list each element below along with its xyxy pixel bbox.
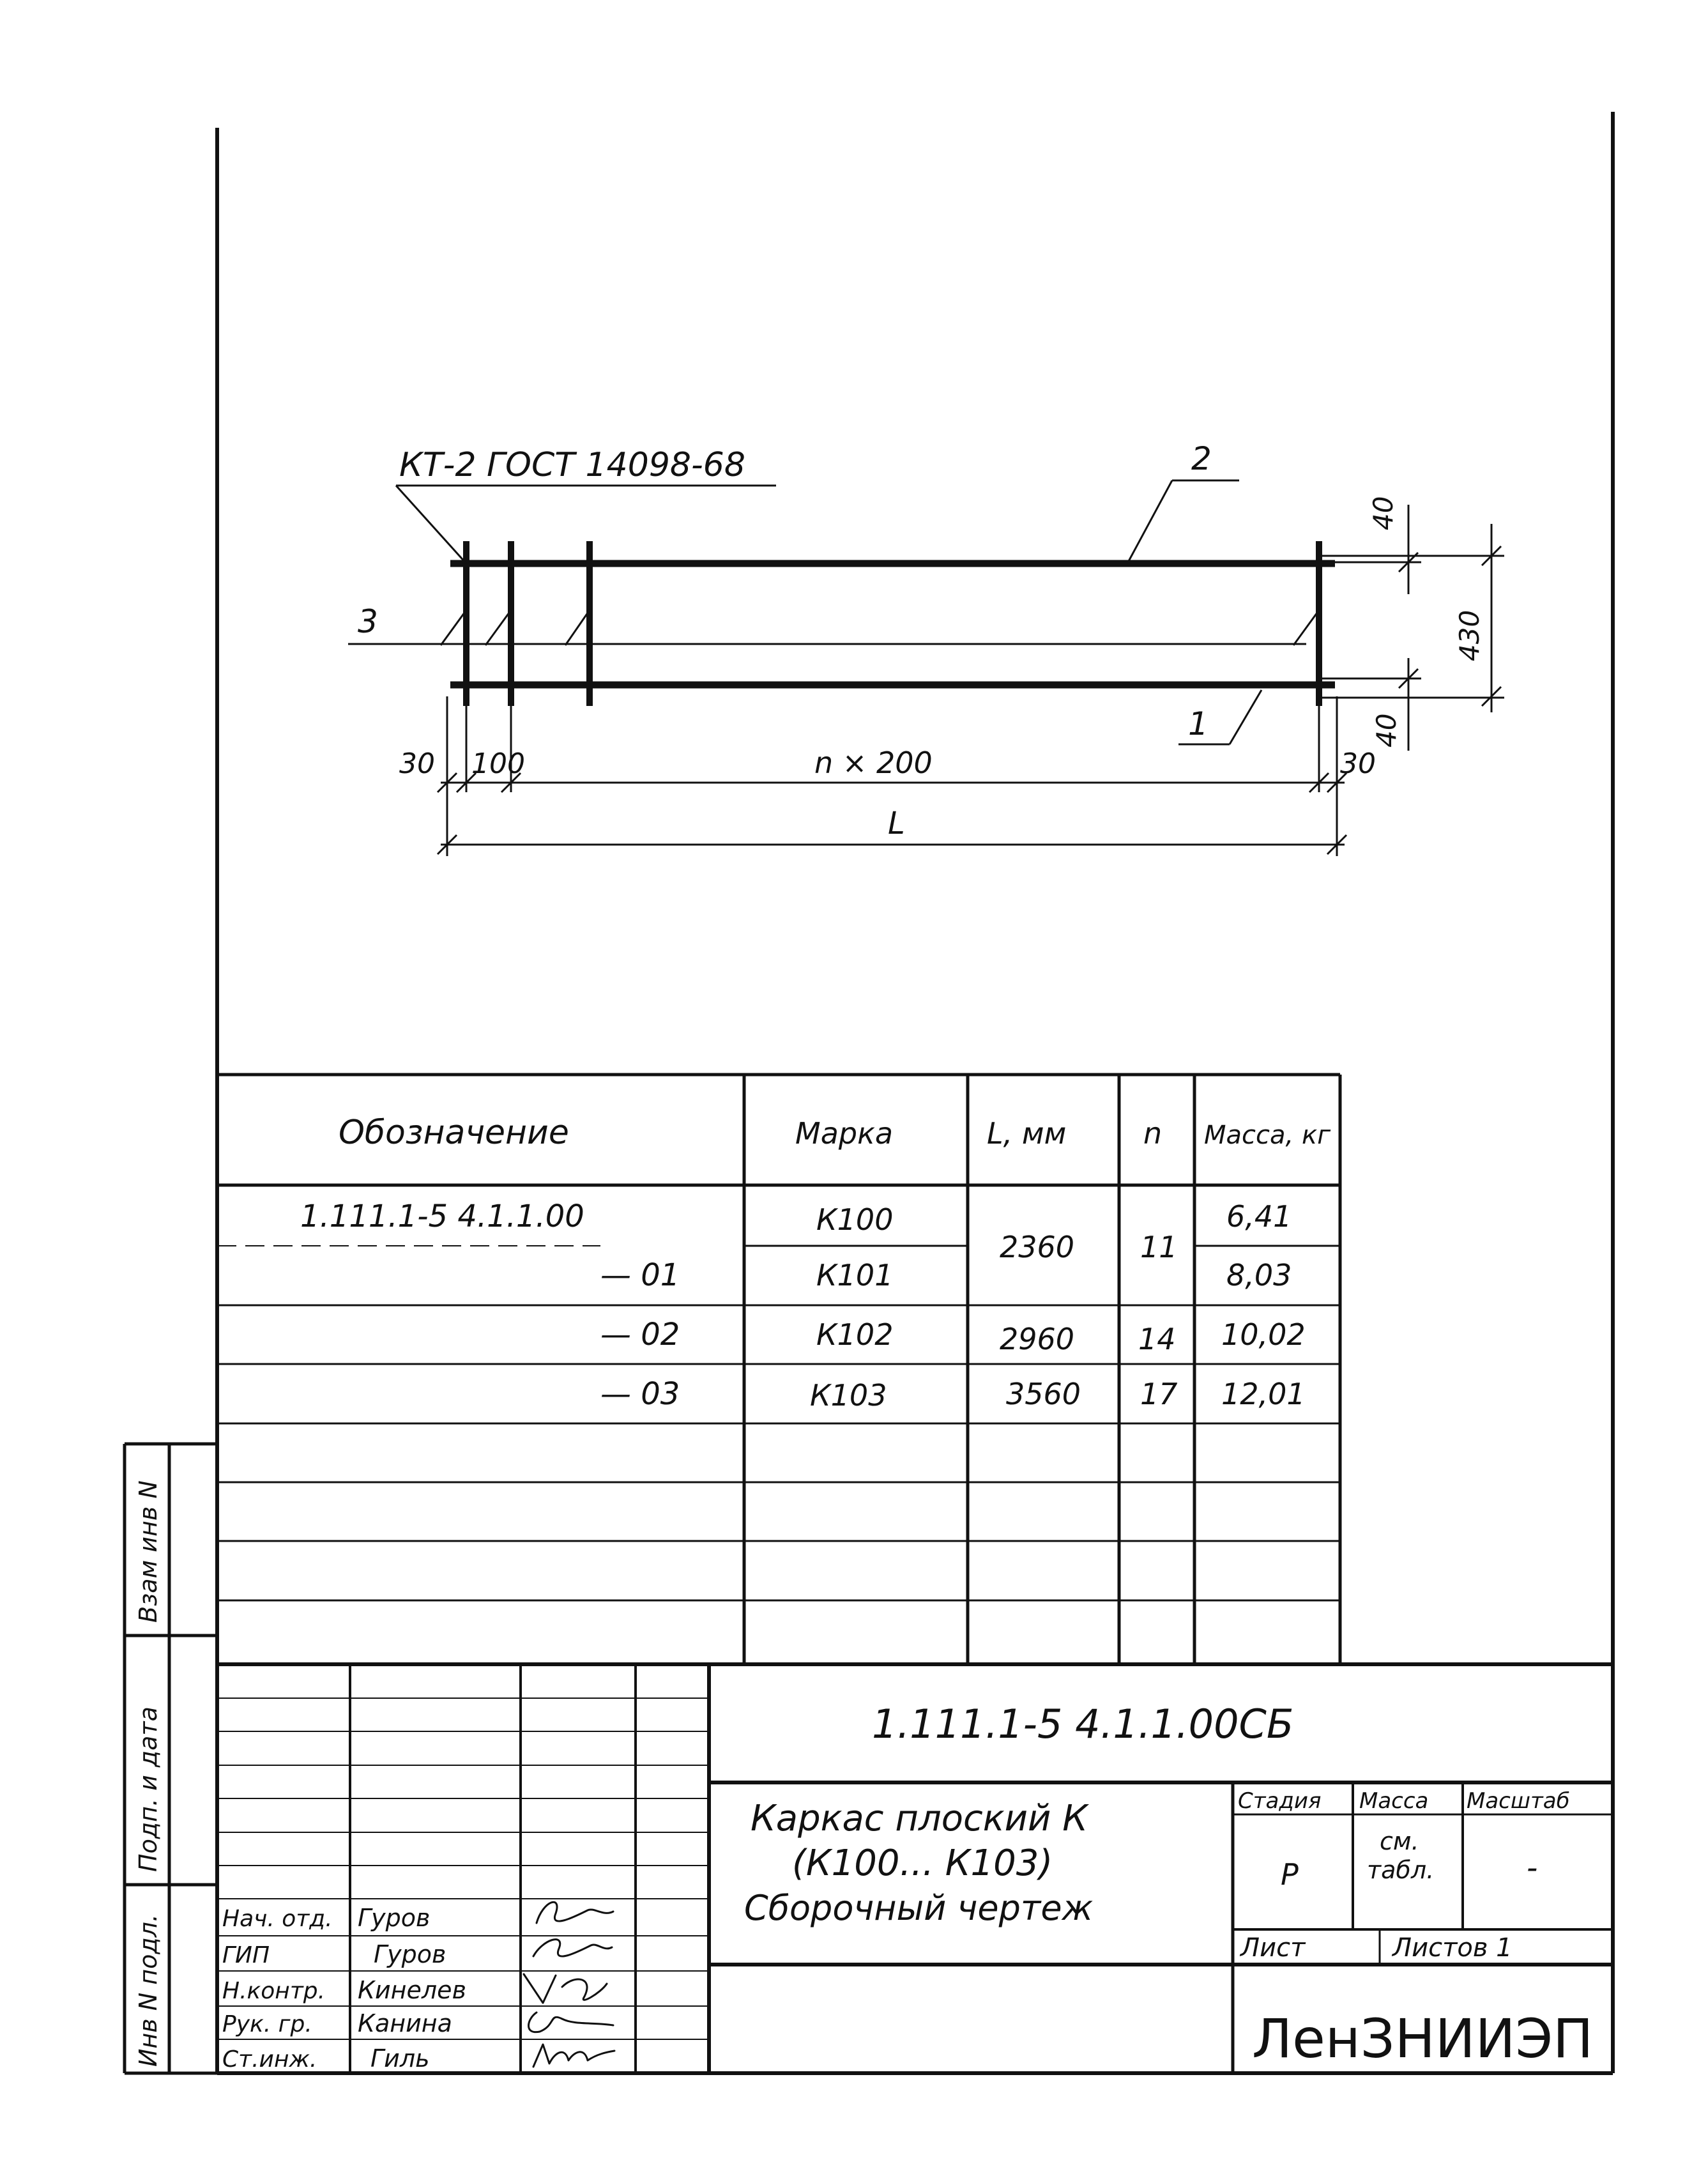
header-designation: Обозначение bbox=[339, 1114, 569, 1152]
table-cell: 6,41 bbox=[1226, 1199, 1292, 1234]
dim-430: 430 bbox=[1454, 609, 1485, 661]
dim-40-top: 40 bbox=[1368, 496, 1399, 530]
cage-drawing bbox=[348, 440, 1504, 856]
signature bbox=[524, 1974, 607, 2003]
table-cell: 11 bbox=[1140, 1230, 1178, 1264]
table-cell: 3560 bbox=[1006, 1377, 1081, 1411]
side-label-inv: Инв N подл. bbox=[134, 1914, 162, 2067]
header-n: n bbox=[1143, 1116, 1163, 1151]
signature bbox=[533, 1940, 612, 1956]
signer-role: Нач. отд. bbox=[222, 1906, 333, 1932]
title-block bbox=[217, 1664, 1613, 2073]
side-label-vzam: Взам инв N bbox=[134, 1480, 162, 1623]
signer-role: ГИП bbox=[222, 1942, 270, 1968]
table-cell: 2960 bbox=[1000, 1322, 1075, 1356]
weld-note: КТ-2 ГОСТ 14098-68 bbox=[399, 446, 745, 484]
position-2-label: 2 bbox=[1191, 440, 1212, 477]
title-line-1: Каркас плоский К bbox=[751, 1798, 1088, 1839]
dim-span: n × 200 bbox=[814, 746, 933, 780]
table-cell: 8,03 bbox=[1226, 1258, 1292, 1292]
dim-100: 100 bbox=[471, 747, 525, 780]
scale-label: Масштаб bbox=[1467, 1788, 1570, 1814]
table-cell: К101 bbox=[816, 1258, 894, 1292]
signer-role: Рук. гр. bbox=[222, 2011, 312, 2037]
spec-table bbox=[217, 1075, 1340, 1664]
organization: ЛенЗНИИЭП bbox=[1252, 2007, 1594, 2070]
sheet-frame bbox=[217, 112, 1613, 2073]
title-line-2: (К100... К103) bbox=[792, 1843, 1053, 1884]
signer-name: Гуров bbox=[358, 1904, 431, 1932]
side-strip bbox=[125, 1444, 217, 2073]
doc-code: 1.111.1-5 4.1.1.00СБ bbox=[872, 1701, 1294, 1747]
stage-value: Р bbox=[1281, 1857, 1299, 1892]
signer-name: Гуров bbox=[374, 1940, 446, 1968]
signature bbox=[529, 2012, 614, 2032]
position-1-label: 1 bbox=[1188, 705, 1209, 742]
signature bbox=[537, 1902, 613, 1923]
table-cell: 17 bbox=[1140, 1377, 1178, 1411]
signer-role: Н.контр. bbox=[222, 1978, 326, 2004]
table-cell: 1.111.1-5 4.1.1.00 bbox=[300, 1199, 584, 1234]
scale-value: - bbox=[1527, 1850, 1538, 1886]
dim-30-left: 30 bbox=[399, 747, 435, 780]
dim-total: L bbox=[888, 806, 905, 841]
mass-value-line-1: см. bbox=[1380, 1827, 1419, 1855]
mass-label: Масса bbox=[1359, 1788, 1429, 1814]
signer-role: Ст.инж. bbox=[222, 2046, 317, 2073]
header-mark: Марка bbox=[795, 1116, 894, 1151]
table-cell: К100 bbox=[816, 1202, 894, 1237]
sheet-label: Лист bbox=[1240, 1933, 1306, 1963]
signer-name: Гиль bbox=[370, 2044, 430, 2073]
dim-40-bottom: 40 bbox=[1371, 713, 1402, 747]
signer-name: Кинелев bbox=[358, 1976, 466, 2004]
table-cell: — 03 bbox=[600, 1376, 680, 1412]
table-cell: — 01 bbox=[600, 1257, 680, 1293]
signer-name: Канина bbox=[358, 2009, 452, 2037]
side-label-podp: Подп. и дата bbox=[134, 1706, 162, 1872]
table-cell: — 02 bbox=[600, 1317, 680, 1353]
mass-value-line-2: табл. bbox=[1367, 1856, 1435, 1884]
table-cell: К103 bbox=[810, 1378, 887, 1413]
sheets-label: Листов 1 bbox=[1392, 1933, 1513, 1963]
table-cell: 10,02 bbox=[1221, 1317, 1306, 1352]
header-mass: Масса, кг bbox=[1204, 1121, 1331, 1150]
table-cell: 2360 bbox=[1000, 1230, 1075, 1264]
table-cell: К102 bbox=[816, 1317, 894, 1352]
dim-30-right: 30 bbox=[1340, 747, 1376, 780]
stage-label: Стадия bbox=[1238, 1788, 1322, 1814]
header-length: L, мм bbox=[987, 1116, 1067, 1151]
title-line-3: Сборочный чертеж bbox=[744, 1888, 1094, 1928]
table-cell: 12,01 bbox=[1221, 1377, 1306, 1411]
signature bbox=[533, 2044, 614, 2067]
table-cell: 14 bbox=[1138, 1322, 1176, 1356]
position-3-label: 3 bbox=[358, 603, 378, 640]
